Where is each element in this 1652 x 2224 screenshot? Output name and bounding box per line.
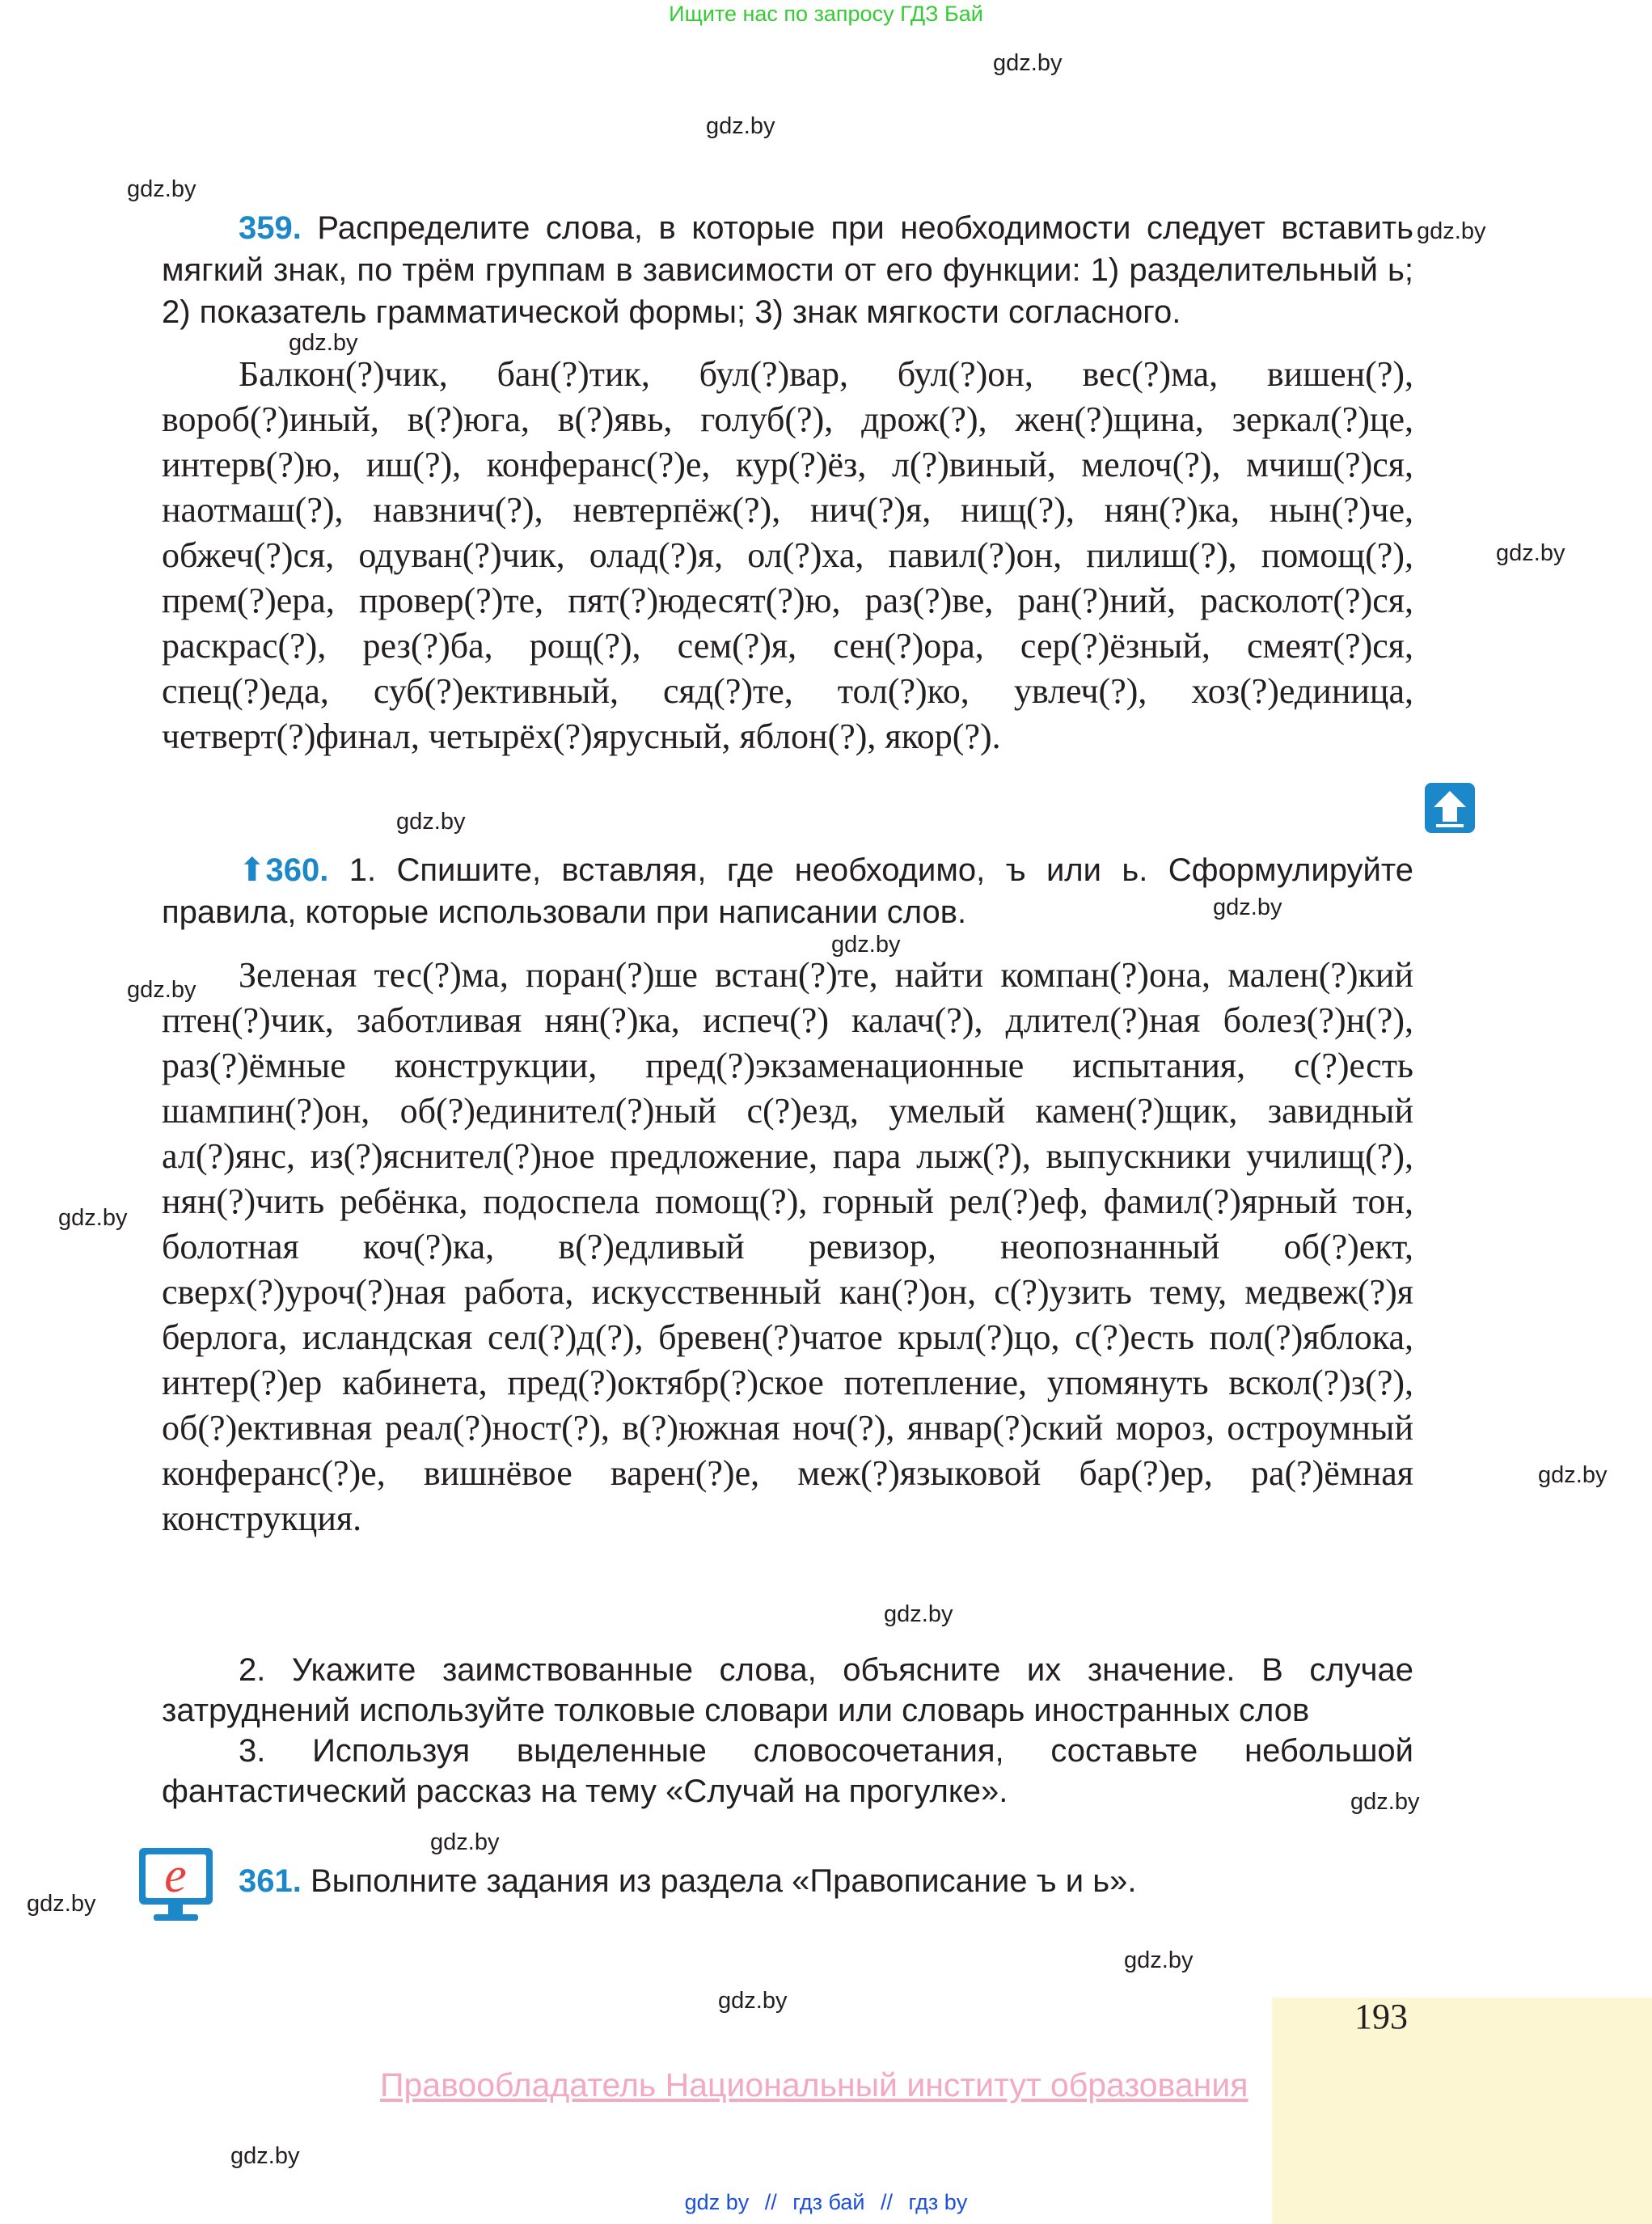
watermark: gdz.by <box>430 1829 500 1855</box>
watermark: gdz.by <box>1538 1462 1608 1488</box>
task-number: 361. <box>239 1863 302 1899</box>
page-number: 193 <box>1354 1997 1408 2036</box>
watermark: gdz.by <box>230 2143 300 2169</box>
task-360-item-2: 2. Укажите заимствованные слова, объясните их значение. В случае затруднений используйте толковые словари или словарь иностранных слов <box>162 1652 1413 1728</box>
watermark: gdz.by <box>127 977 196 1003</box>
watermark: gdz.by <box>127 176 196 202</box>
watermark: gdz.by <box>884 1601 953 1627</box>
watermark: gdz.by <box>1417 218 1486 244</box>
task-number: 359. <box>239 210 302 246</box>
watermark: gdz.by <box>27 1891 96 1917</box>
task-360-instruction <box>162 849 1413 933</box>
task-number: 360. <box>265 852 329 888</box>
watermark: gdz.by <box>831 932 901 958</box>
footer-separator: // <box>764 2190 777 2214</box>
task-text: 1. Спишите, вставляя, где необходимо, ъ или ь. Сформулируйте правила, которые использовали при написании слов. <box>162 852 1413 930</box>
up-arrow-icon[interactable] <box>1425 783 1475 833</box>
task-text: Выполните задания из раздела «Правописание ъ и ь». <box>310 1863 1137 1899</box>
svg-text:e: e <box>164 1848 187 1903</box>
watermark: gdz.by <box>1350 1789 1420 1815</box>
watermark: gdz.by <box>58 1205 128 1231</box>
footer-links <box>0 2190 1652 2215</box>
watermark: gdz.by <box>993 50 1063 76</box>
copyright-link[interactable]: Правообладатель Национальный институт образования <box>380 2066 1249 2103</box>
watermark: gdz.by <box>396 809 466 835</box>
watermark: gdz.by <box>718 1988 788 2014</box>
task-361-instruction <box>162 1860 1413 1902</box>
watermark: gdz.by <box>706 113 775 139</box>
task-359-instruction <box>162 207 1413 333</box>
promo-link[interactable]: Ищите нас по запросу ГДЗ Бай <box>669 2 983 26</box>
watermark: gdz.by <box>289 330 358 356</box>
watermark: gdz.by <box>1496 540 1565 566</box>
task-360-item-3: 3. Используя выделенные словосочетания, составьте небольшой фантастический рассказ на тему «Случай на прогулке». <box>162 1733 1413 1809</box>
footer-link[interactable]: гдз бай <box>792 2190 865 2214</box>
footer-link[interactable]: gdz by <box>684 2190 750 2214</box>
task-359-words: Балкон(?)чик, бан(?)тик, бул(?)вар, бул(?)он, вес(?)ма, вишен(?), вороб(?)иный, в(?)юга, в(?)явь, голуб(?), дрож(?), жен(?)щина, зеркал(?)це, интерв(?)ю, иш(?), конферанс(?)е, кур(?)ёз, л(?)виный, мелоч(?), мчиш(?)ся, наотмаш(?), навзнич(?), невтерпёж(?), нич(?)я, нищ(?), нян(?)ка, нын(?)че, обжеч(?)ся, одуван(?)чик, олад(?)я, ол(?)ха, павил(?)он, пилиш(?), помощ(?), прем(?)ера, провер(?)те, пят(?)юдесят(?)ю, раз(?)ве, ран(?)ний, расколот(?)ся, раскрас(?), рез(?)ба, рощ(?), сем(?)я, сен(?)ора, сер(?)ёзный, смеят(?)ся, спец(?)еда, суб(?)ективный, сяд(?)те, тол(?)ко, увлеч(?), хоз(?)единица, четверт(?)финал, четырёх(?)ярусный, яблон(?), якор(?). <box>162 354 1413 756</box>
task-text: Распределите слова, в которые при необходимости следует вставить мягкий знак, по трём группам в зависимости от его функции: 1) разделительный ь; 2) показатель грамматической формы; 3) знак мягкости согласного. <box>162 210 1413 330</box>
footer-link[interactable]: гдз by <box>908 2190 968 2214</box>
watermark: gdz.by <box>1213 894 1282 920</box>
task-360-text: Зеленая тес(?)ма, поран(?)ше встан(?)те, найти компан(?)она, мален(?)кий птен(?)чик, заботливая нян(?)ка, испеч(?) калач(?), длител(?)ная болез(?)н(?), раз(?)ёмные конструкции, пред(?)экзаменационные испытания, с(?)есть шампин(?)он, об(?)единител(?)ный с(?)езд, умелый камен(?)щик, завидный ал(?)янс, из(?)яснител(?)ное предложение, пара лыж(?), выпускники училищ(?), нян(?)чить ребёнка, подоспела помощ(?), горный рел(?)еф, фамил(?)ярный тон, болотная коч(?)ка, в(?)едливый ревизор, неопознанный об(?)ект, сверх(?)уроч(?)ная работа, искусственный кан(?)он, с(?)узить тему, медвеж(?)я берлога, исландская сел(?)д(?), бревен(?)чатое крыл(?)цо, с(?)есть пол(?)яблока, интер(?)ер кабинета, пред(?)октябр(?)ское потепление, упомянуть вскол(?)з(?), об(?)ективная реал(?)ност(?), в(?)южная ноч(?), январ(?)ский мороз, остроумный конферанс(?)е, вишнёвое варен(?)е, меж(?)языковой бар(?)ер, ра(?)ёмная конструкция. <box>162 955 1413 1538</box>
footer-separator: // <box>881 2190 894 2214</box>
watermark: gdz.by <box>1124 1947 1194 1973</box>
task-arrow-icon: ⬆ <box>239 852 266 888</box>
